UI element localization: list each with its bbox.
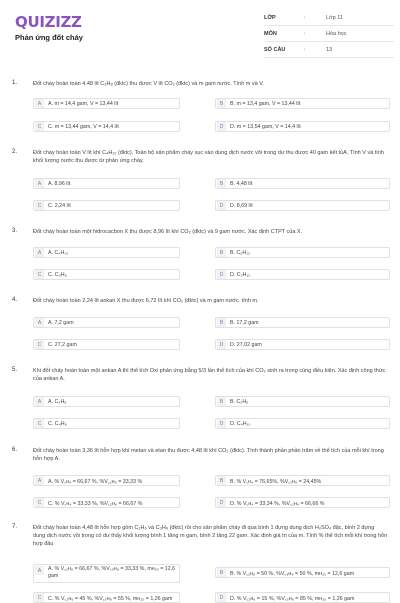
option-c[interactable] [33,339,180,350]
option-c[interactable] [33,592,180,603]
option-letter: C [35,270,44,279]
option-a[interactable] [33,247,180,258]
option-letter: D [217,593,226,602]
option-b[interactable] [215,317,390,328]
option-c[interactable] [33,200,180,211]
option-b[interactable] [215,396,390,407]
option-letter: C [35,201,44,210]
option-text: C. % V꜀ʜ₄ = 33,33 %, %V꜀₂ʜ₆ = 66,67 % [48,500,143,507]
meta-separator: : [304,14,306,21]
option-letter: B [217,397,226,406]
question-text: Đốt cháy hoàn toàn một hidrocacbon X thu được 8,96 lít khí CO₂ (đktc) và 9 gam nước. Xác định CTPT của X. [33,229,303,235]
option-letter: A [35,99,44,108]
option-letter: C [35,122,44,131]
meta-key-subject: MÔN [264,30,277,37]
option-letter: C [35,498,44,507]
question-text: Đốt cháy hoàn toàn V lít khí C₄H₁₀ (đktc). Toàn bộ sản phẩm cháy sục vào dung dịch nước vôi trong dư thu được 40 gam kết tủA. Tính V và tính khối lượng nước thu được từ phản ứng cháy. [33,150,384,164]
option-text: B. 4,48 lít [230,180,253,187]
option-d[interactable] [215,497,390,508]
option-d[interactable] [215,592,390,603]
option-b[interactable] [215,475,390,486]
meta-value-count: 13 [326,46,333,53]
option-letter: A [35,318,44,327]
option-d[interactable] [215,418,390,429]
option-text: D. C₄H₁₀ [230,420,251,427]
question-text: Đốt cháy hoàn toàn 2,24 lít ankan X thu được 6,72 lít khí CO₂ (đktc) và m gam nước. tính m. [33,298,259,304]
option-letter: D [217,340,226,349]
option-text: B. C₂H₆ [230,398,249,405]
option-c[interactable] [33,497,180,508]
option-text: D. C₂H₁₀ [230,271,251,278]
option-letter: B [217,179,226,188]
option-letter: D [217,270,226,279]
option-text: C. % V꜀₂ʜ₆ = 45 %, %V꜀₃ʜ₈ = 55 %, mʜ₂ₒ = 1,26 gam [48,595,173,602]
option-text: B. 17,2 gam [230,319,259,326]
meta-separator: : [304,46,306,53]
option-d[interactable] [215,339,390,350]
option-text: C. m = 13,44 gam, V = 14,4 lít [48,123,119,130]
option-text: C. C₃H₈ [48,271,67,278]
option-text: A. % V꜀ʜ₄ = 66,67 %, %V꜀₂ʜ₆ = 33,33 % [48,478,143,485]
option-text: B. % V꜀₂ʜ₆ = 50 %, %V꜀₃ʜ₈ = 50 %, mʜ₂ₒ = 12,6 gam [230,570,355,577]
option-d[interactable] [215,269,390,280]
question-number: 3. [12,228,18,234]
question-number: 5. [12,367,18,373]
option-letter: B [217,318,226,327]
option-b[interactable] [215,178,390,189]
option-letter: D [217,419,226,428]
meta-value-class: Lớp 11 [326,14,343,21]
option-letter: D [217,201,226,210]
meta-separator: : [304,30,306,37]
option-text: B. C₅H₁₂ [230,249,251,256]
option-letter: C [35,419,44,428]
question-number: 7. [12,524,18,530]
question-text: Đốt cháy hoàn toàn 3,36 lít hỗn hợp khí metan và etan thu được 4,48 lít khí CO₂ (đktc). Tính thành phần phần trăm về thể tích của mỗi khí trong hỗn hợp A. [33,448,384,462]
option-c[interactable] [33,269,180,280]
option-letter: A [35,248,44,257]
option-letter: C [35,340,44,349]
option-letter: A [35,476,44,485]
option-letter: A [35,566,44,575]
option-text: A. 7,2 gam [48,319,74,326]
option-text: D. 27,02 gam [230,341,262,348]
option-text: A. C₄H₁₀ [48,249,69,256]
option-a[interactable] [33,178,180,189]
option-text: D. % V꜀₂ʜ₆ = 15 %, %V꜀₃ʜ₈ = 85 %, mʜ₂ₒ = 1,26 gam [230,595,355,602]
option-letter: B [217,99,226,108]
worksheet-meta [264,10,394,58]
option-letter: A [35,179,44,188]
question-text: Khi đốt cháy hoàn toàn một ankan A thì thể tích Oxi phản ứng bằng 5/3 lần thể tích của khí CO₂ sinh ra trong cùng điều kiện. Xác định công thức của ankan A. [33,368,386,382]
option-a[interactable] [33,475,180,486]
option-b[interactable] [215,567,390,578]
page-title: Phản ứng đốt cháy [15,33,83,42]
option-letter: D [217,498,226,507]
question-number: 2. [12,149,18,155]
option-d[interactable] [215,200,390,211]
option-text: A. C₃H₈ [48,398,67,405]
option-letter: B [217,476,226,485]
question-text: Đốt cháy hoàn toàn 4,48 lít hỗn hợp gồm C₂H₆ và C₃H₈ (đktc) rồi cho sản phẩm cháy đi qua bình 1 đựng dung dịch H₂SO₄ đặc, bình 2 đựng dung dịch nước vôi trong có dư thấy khối lượng bình 1 tăng m gam, bình 2 tăng 22 gam. Xác định giá trị của m. Tính % thể tích mỗi khí trong hỗn hợp đầu [33,525,388,547]
option-text: A. m = 14,4 gam, V = 13,44 lít [48,100,119,107]
option-a[interactable] [33,564,180,583]
option-text: C. 2,24 lít [48,202,71,209]
option-text: B. % V꜀ʜ₄ = 76,65%, %V꜀₂ʜ₆ = 24,45% [230,478,322,485]
option-letter: C [35,593,44,602]
option-a[interactable] [33,396,180,407]
question-number: 4. [12,297,18,303]
question-text: Đốt cháy hoàn toàn 4,48 lít C₃H₈ (đktc) thu được V lít CO₂ (đktc) và m gam nước. Tính m và V. [33,81,264,87]
meta-row-subject [264,26,394,42]
option-d[interactable] [215,121,390,132]
quizizz-logo: QUIZIZZ [15,13,82,31]
option-text: C. 27,2 gam [48,341,77,348]
option-c[interactable] [33,418,180,429]
option-a[interactable] [33,98,180,109]
option-letter: A [35,397,44,406]
option-b[interactable] [215,247,390,258]
option-text: D. 8,69 lít [230,202,253,209]
option-text: A. % V꜀₂ʜ₆ = 66,67 %, %V꜀₃ʜ₈ = 33,33 %, mʜ₂ₒ = 12,6 gam [48,566,176,579]
option-text: C. C₄H₈ [48,420,67,427]
option-text: D. m = 13,54 gam, V = 14,4 lít [230,123,301,130]
question-number: 6. [12,447,18,453]
meta-key-class: LỚP [264,14,276,21]
meta-key-count: SỐ CÂU [264,46,286,53]
meta-value-subject: Hóa học [326,30,347,37]
option-b[interactable] [215,98,390,109]
question-number: 1. [12,80,18,86]
option-letter: B [217,568,226,577]
option-text: B. m = 13,4 gam, V = 13,44 lít [230,100,301,107]
meta-row-count [264,42,394,58]
meta-row-class [264,10,394,26]
option-text: D. % V꜀ʜ₄ = 33,34 %, %V꜀₂ʜ₆ = 66,66 % [230,500,325,507]
option-text: A. 8,96 lít [48,180,71,187]
option-letter: B [217,248,226,257]
option-a[interactable] [33,317,180,328]
option-letter: D [217,122,226,131]
option-c[interactable] [33,121,180,132]
